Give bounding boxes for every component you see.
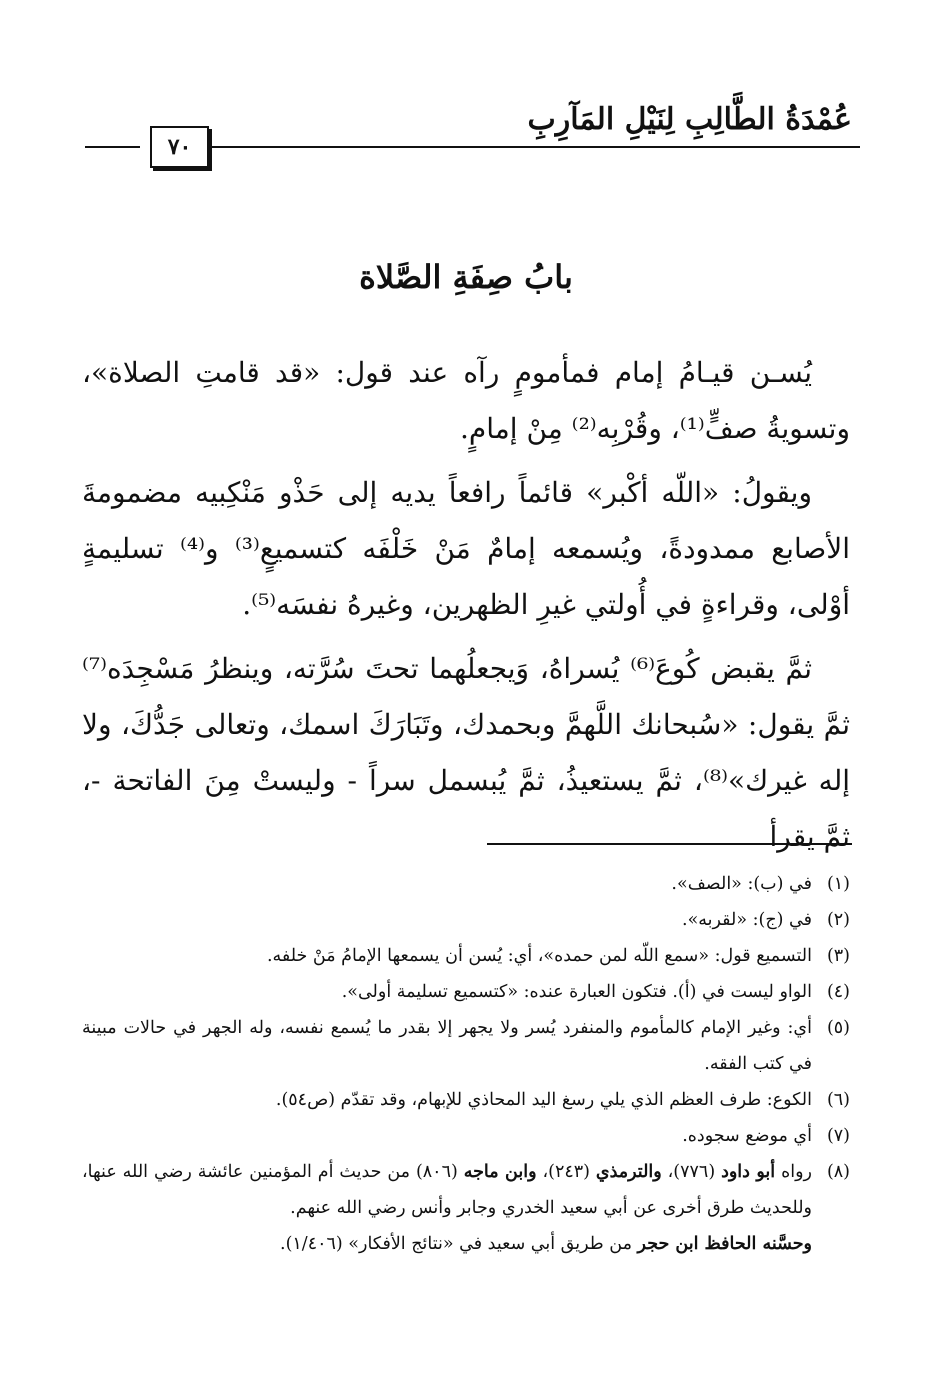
source-name: وابن ماجه — [463, 1162, 537, 1182]
footnote-number: (٣) — [826, 946, 850, 966]
footnote — [82, 974, 850, 1010]
footnotes — [82, 866, 850, 1262]
page-number: ٧٠ — [150, 126, 209, 168]
source-name: والترمذي — [595, 1162, 662, 1182]
footnote-number: (١) — [826, 874, 850, 894]
page-header — [60, 96, 860, 166]
footnote-number: (٧) — [826, 1126, 850, 1146]
footnote-text: التسميع قول: «سمع اللّه لمن حمده»، أي: يُسن أن يسمعها الإمامُ مَنْ خلفه. — [266, 946, 812, 966]
footnote-text: الواو ليست في (أ). فتكون العبارة عنده: «كتسميع تسليمة أولى». — [341, 982, 812, 1002]
citation-text: (٧٧٦)، — [661, 1162, 722, 1182]
footnote — [82, 1082, 850, 1118]
footnote-text: في (ج): «لقربه». — [682, 910, 812, 930]
footnote-number: (٥) — [826, 1018, 850, 1038]
footnote-text: الكوع: طرف العظم الذي يلي رسغ اليد المحاذي للإبهام، وقد تقدّم (ص٥٤). — [275, 1090, 812, 1110]
main-text — [82, 345, 850, 873]
book-title: عُمْدَةُ الطَّالِبِ لِنَيْلِ المَآرِبِ — [527, 102, 852, 137]
footnote-number: (٨) — [826, 1162, 850, 1182]
paragraph: ثمَّ يقبض كُوعَ⁽⁶⁾ يُسراهُ، وَيجعلُهما تحتَ سُرَّته، وينظرُ مَسْجِدَه⁽⁷⁾ ثمَّ يقول: «سُبحانك اللَّهمَّ وبحمدك، وتَبَارَكَ اسمك، وتعالى جَدُّكَ، ولا إله غيرك»⁽⁸⁾، ثمَّ يستعيذُ، ثمَّ يُبسمل سراً - وليستْ مِنَ الفاتحة -، ثمَّ يقرأ — [82, 652, 850, 853]
footnote-continuation — [82, 1226, 850, 1262]
footnote — [82, 866, 850, 902]
header-rule — [180, 146, 860, 148]
footnote-text — [82, 1154, 812, 1226]
source-name: وحسَّنه الحافظ ابن حجر — [637, 1234, 812, 1254]
footnote — [82, 1154, 850, 1226]
footnote-text: أي موضع سجوده. — [682, 1126, 812, 1146]
footnote-separator — [487, 843, 852, 845]
citation-text: من طريق أبي سعيد في «نتائج الأفكار» (١/٤٠٦). — [280, 1234, 638, 1254]
citation-text: رواه — [775, 1162, 813, 1182]
footnote — [82, 1010, 850, 1082]
paragraph: يُسـن قيـامُ إمام فمأمومٍ رآه عند قول: «قد قامتِ الصلاة»، وتسويةُ صفٍّ⁽¹⁾، وقُرْبِه⁽²⁾ مِنْ إمامٍ. — [82, 356, 850, 445]
footnote-number: (٢) — [826, 910, 850, 930]
chapter-title: بابُ صِفَةِ الصَّلاة — [359, 258, 573, 296]
header-rule-short — [85, 146, 140, 148]
citation-text: (٢٤٣)، — [536, 1162, 596, 1182]
footnote-text: أي: وغير الإمام كالمأموم والمنفرد يُسر ولا يجهر إلا بقدر ما يُسمع نفسه، وله الجهر في حالات مبينة في كتب الفقه. — [82, 1018, 812, 1074]
footnote-text: في (ب): «الصف». — [671, 874, 812, 894]
source-name: أبو داود — [721, 1162, 776, 1182]
footnote — [82, 938, 850, 974]
footnote-number: (٦) — [826, 1090, 850, 1110]
footnote — [82, 1118, 850, 1154]
footnote-number: (٤) — [826, 982, 850, 1002]
citation-text: (٨٠٦) من حديث أم المؤمنين عائشة رضي الله عنها، وللحديث طرق أخرى عن أبي سعيد الخدري وجابر وأنس رضي الله عنهم. — [82, 1162, 812, 1218]
footnote — [82, 902, 850, 938]
paragraph: ويقولُ: «اللّه أكْبر» قائماً رافعاً يديه إلى حَذْو مَنْكِبيه مضمومةَ الأصابع ممدودةً، ويُسمعه إمامٌ مَنْ خَلْفَه كتسميعٍ⁽³⁾ و⁽⁴⁾ تسليمةٍ أوْلى، وقراءةٍ في أُولتي غيرِ الظهرين، وغيرهُ نفسَه⁽⁵⁾. — [82, 476, 850, 621]
